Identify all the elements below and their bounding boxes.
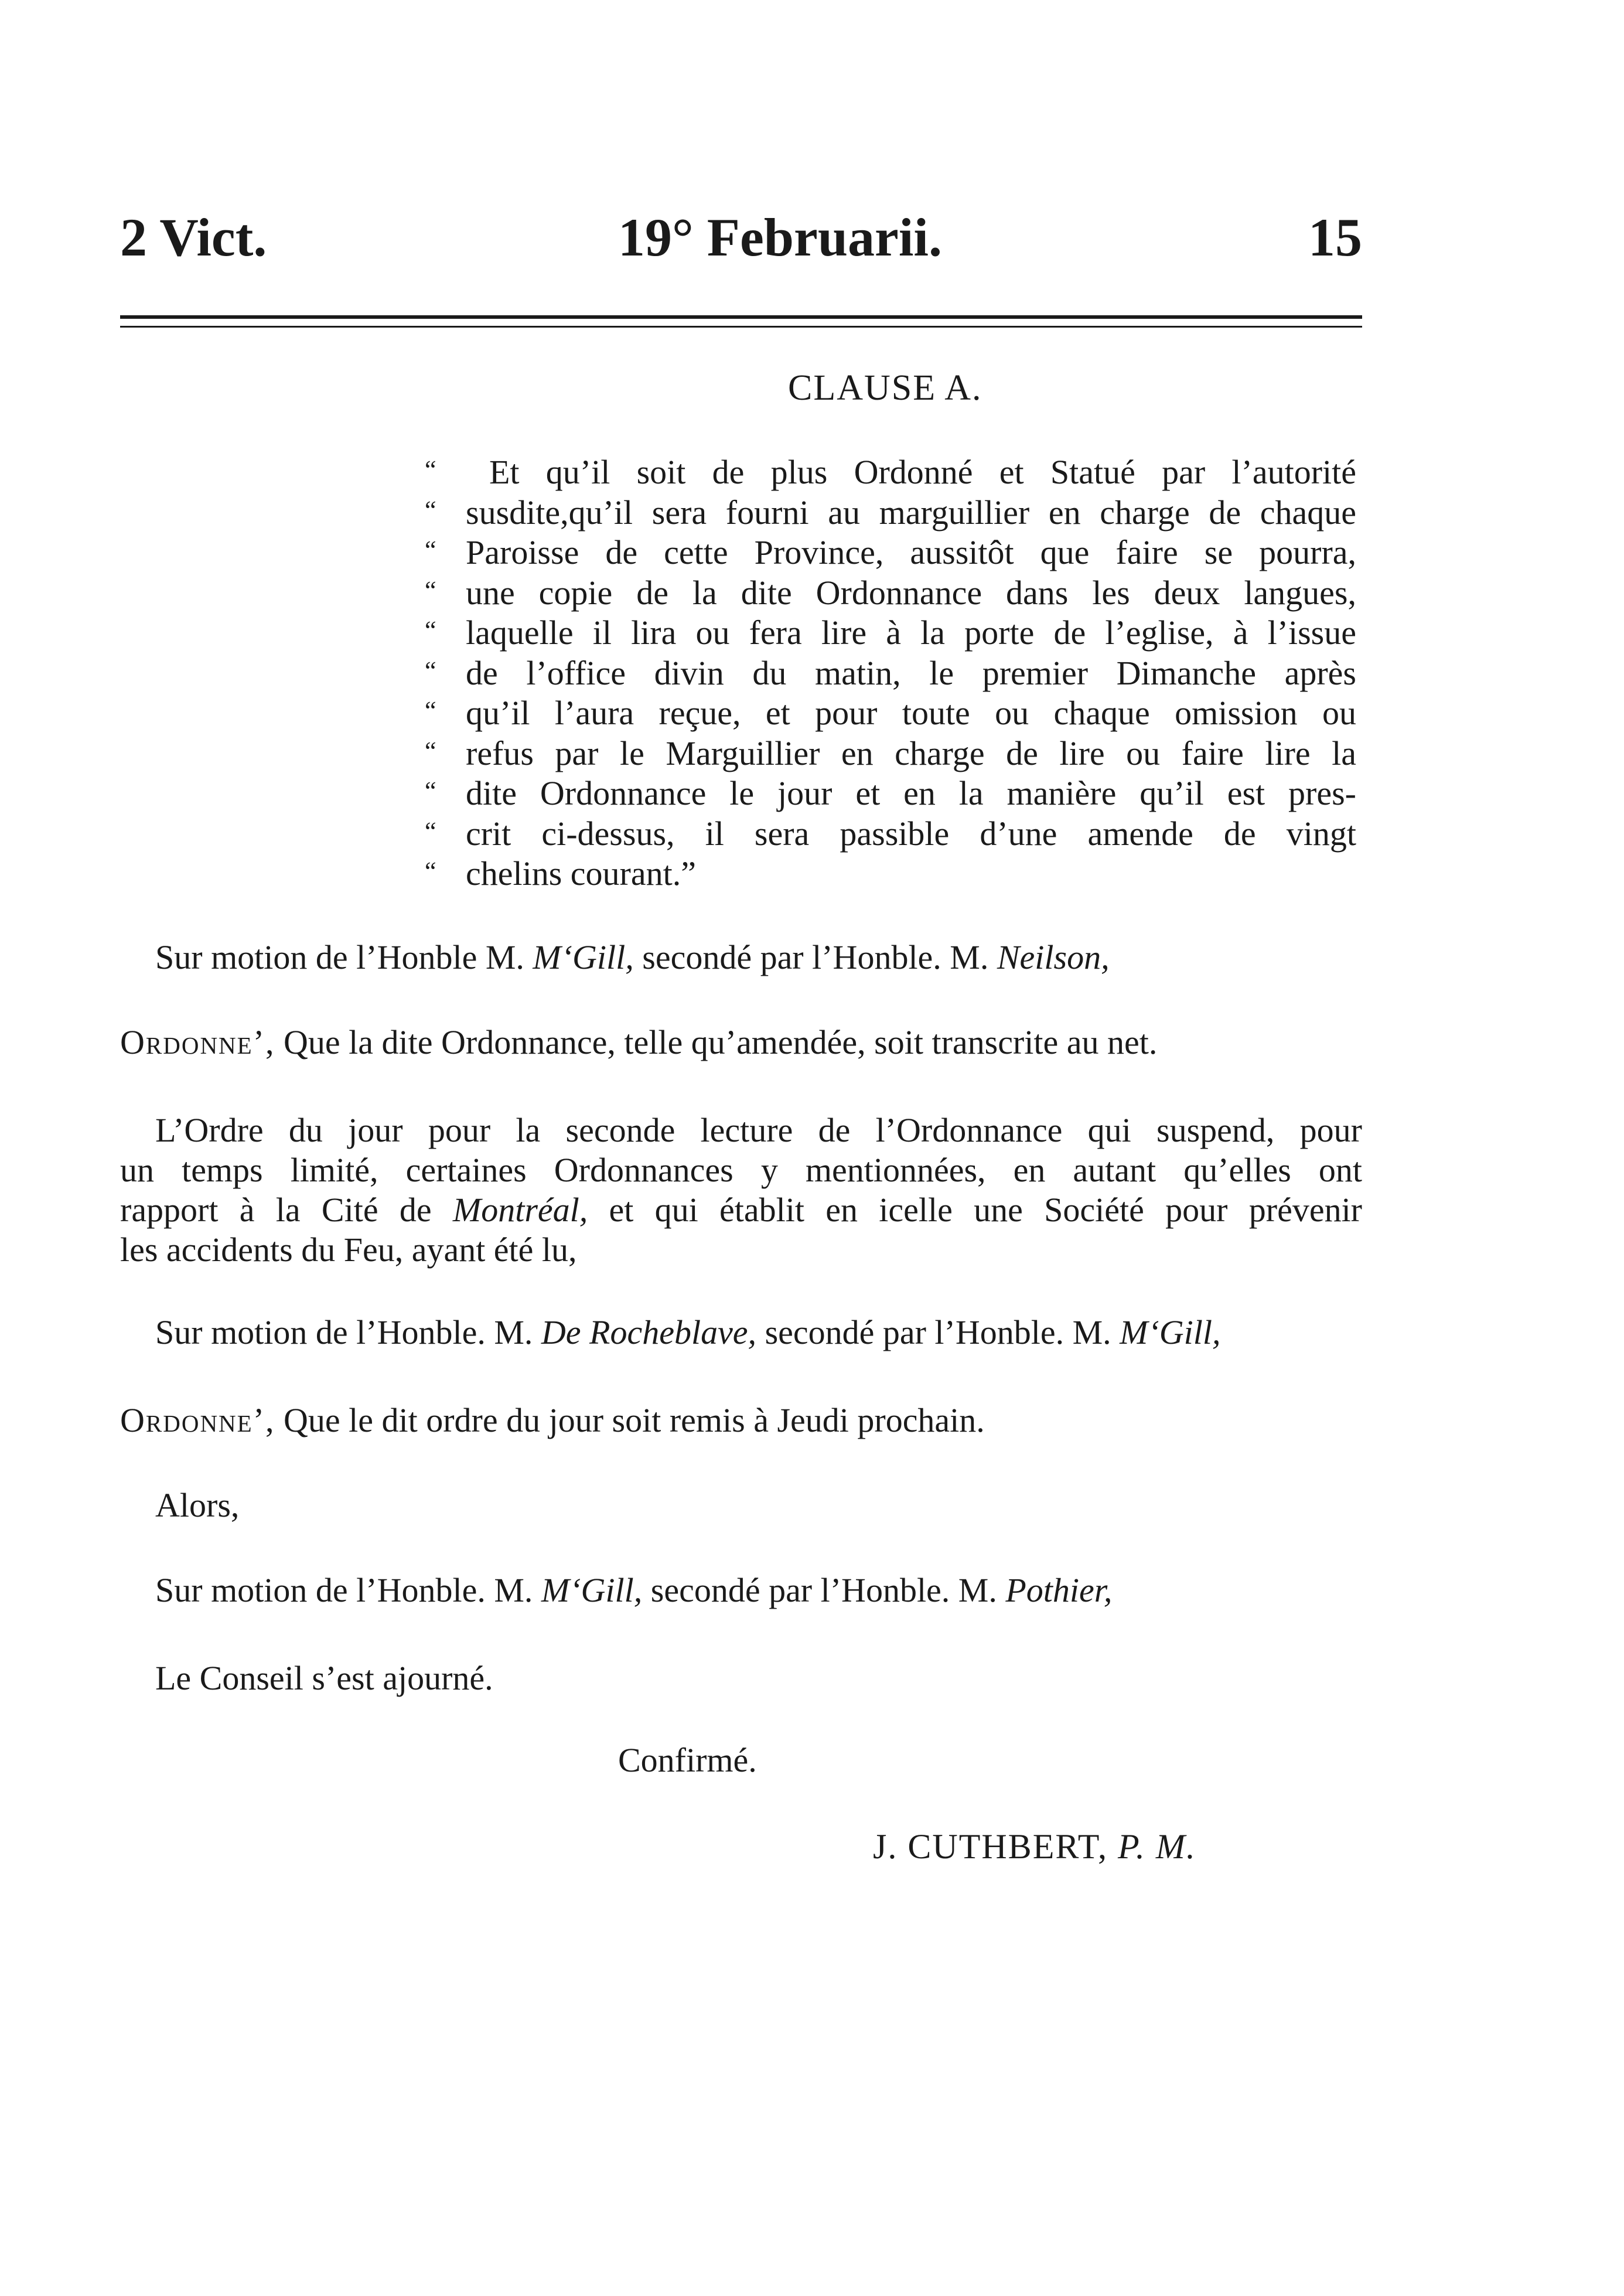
motion-paragraph-3	[120, 1571, 1362, 1610]
clause-line-text: chelins courant.”	[466, 854, 696, 892]
quote-mark: “	[425, 857, 436, 885]
motion-prefix: Sur motion de l’Honble. M.	[155, 1313, 533, 1351]
page-number: 15	[1308, 207, 1362, 267]
header-rule-thin	[120, 326, 1362, 328]
running-header	[120, 205, 1362, 270]
header-date: 19° Februarii.	[618, 207, 942, 267]
clause-line	[425, 493, 1356, 533]
mover-name: M‘Gill,	[533, 938, 634, 976]
order-of-day-text: les accidents du Feu, ayant été lu,	[120, 1231, 577, 1269]
clause-line	[425, 774, 1356, 814]
quote-mark: “	[425, 816, 436, 846]
order-text: Que le dit ordre du jour soit remis à Jeudi prochain.	[284, 1401, 985, 1439]
clause-line-text: de l’office divin du matin, le premier Dimanche après	[466, 653, 1356, 692]
quote-mark: “	[425, 455, 436, 484]
signature	[873, 1825, 1196, 1868]
clause-line-text: Paroisse de cette Province, aussitôt que faire se pourra,	[466, 533, 1356, 571]
clause-line	[425, 613, 1356, 653]
quote-mark: “	[425, 495, 436, 524]
alors-line	[120, 1486, 1362, 1525]
mover-name: M‘Gill,	[541, 1571, 643, 1609]
order-of-day-line	[120, 1230, 1362, 1270]
alors-text: Alors,	[155, 1486, 240, 1524]
seconder-name: Neilson,	[997, 938, 1110, 976]
quote-mark: “	[425, 536, 436, 564]
clause-line-text: refus par le Marguillier en charge de lire ou faire lire la	[466, 734, 1356, 772]
clause-line-text: une copie de la dite Ordonnance dans les deux langues,	[466, 573, 1356, 612]
confirmed-line: Confirmé.	[618, 1741, 757, 1779]
clause-line-text: laquelle il lira ou fera lire à la porte de l’eglise, à l’issue	[466, 614, 1356, 652]
motion-middle: secondé par l’Honble. M.	[642, 938, 989, 976]
clause-quote	[425, 452, 1356, 894]
quote-mark: “	[425, 575, 436, 605]
order-of-day-paragraph	[120, 1110, 1362, 1270]
order-of-day-text: un temps limité, certaines Ordonnances y mentionnées, en autant qu’elles ont	[120, 1151, 1362, 1189]
clause-line	[425, 814, 1356, 854]
clause-line-text: dite Ordonnance le jour et en la manière qu’il est pres-	[466, 774, 1356, 812]
place-name: Montréal,	[452, 1191, 588, 1229]
quote-mark: “	[425, 616, 436, 645]
clause-line-text: crit ci-dessus, il sera passible d’une amende de vingt	[466, 814, 1356, 853]
order-paragraph-1	[120, 1023, 1362, 1062]
motion-prefix: Sur motion de l’Honble M.	[155, 938, 524, 976]
clause-line	[425, 734, 1356, 774]
order-label: Ordonne’,	[120, 1023, 275, 1061]
clause-title: CLAUSE A.	[788, 368, 982, 408]
signatory-title: P. M.	[1117, 1827, 1196, 1866]
clause-line-text: Et qu’il soit de plus Ordonné et Statué par l’autorité	[489, 453, 1356, 491]
clause-line	[425, 854, 1356, 894]
header-rule-thick	[120, 315, 1362, 319]
order-text: Que la dite Ordonnance, telle qu’amendée, soit transcrite au net.	[284, 1023, 1158, 1061]
clause-line-text: susdite,qu’il sera fourni au marguillier en charge de chaque	[466, 493, 1356, 532]
quote-mark: “	[425, 696, 436, 725]
order-of-day-text: L’Ordre du jour pour la seconde lecture de l’Ordonnance qui suspend, pour	[155, 1111, 1362, 1149]
motion-paragraph-2	[120, 1313, 1362, 1353]
motion-prefix: Sur motion de l’Honble. M.	[155, 1571, 533, 1609]
quote-mark: “	[425, 656, 436, 685]
quote-mark: “	[425, 736, 436, 765]
clause-line	[425, 653, 1356, 694]
order-label: Ordonne’,	[120, 1401, 275, 1439]
motion-middle: secondé par l’Honble. M.	[765, 1313, 1111, 1351]
clause-line	[425, 533, 1356, 573]
order-of-day-line	[120, 1190, 1362, 1230]
order-paragraph-2	[120, 1401, 1362, 1440]
quote-mark: “	[425, 776, 436, 805]
adjournment-text: Le Conseil s’est ajourné.	[155, 1659, 493, 1697]
order-of-day-text: rapport à la Cité de	[120, 1191, 453, 1229]
mover-name: De Rocheblave,	[541, 1313, 757, 1351]
motion-paragraph-1	[120, 938, 1362, 977]
order-of-day-line	[120, 1150, 1362, 1190]
seconder-name: M‘Gill,	[1120, 1313, 1221, 1351]
clause-line-text: qu’il l’aura reçue, et pour toute ou chaque omission ou	[466, 694, 1356, 732]
clause-line	[425, 452, 1356, 493]
adjournment-line	[120, 1658, 1362, 1698]
clause-line	[425, 573, 1356, 614]
order-of-day-text: et qui établit en icelle une Société pour prévenir	[588, 1191, 1362, 1229]
order-of-day-line	[120, 1110, 1362, 1150]
regnal-year: 2 Vict.	[120, 207, 267, 267]
signatory-name: J. CUTHBERT,	[873, 1827, 1108, 1866]
seconder-name: Pothier,	[1005, 1571, 1113, 1609]
clause-line	[425, 693, 1356, 734]
motion-middle: secondé par l’Honble. M.	[650, 1571, 997, 1609]
